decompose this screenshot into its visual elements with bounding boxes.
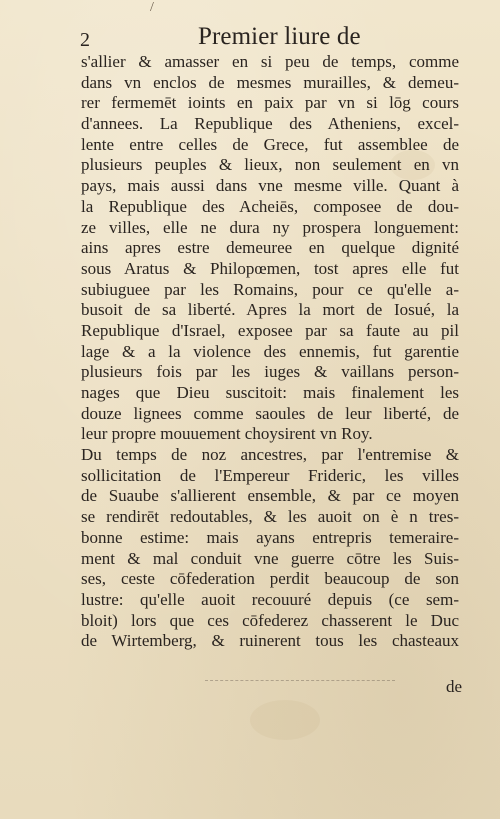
page-header (80, 23, 440, 51)
text-line: bloit) lors que ces cōfederez chasserent le Duc (81, 610, 459, 630)
text-line: lente entre celles de Grece, fut assemblee de (81, 134, 459, 154)
text-line: sollicitation de l'Empereur Frideric, les villes (81, 465, 459, 485)
paper-stain (250, 700, 320, 740)
text-line: ment & mal conduit vne guerre cōtre les Suis- (81, 548, 459, 568)
text-line: s'allier & amasser en si peu de temps, comme (81, 52, 459, 71)
text-line: dans vn enclos de mesmes murailles, & demeu- (81, 72, 459, 92)
text-line: lage & a la violence des ennemis, fut garentie (81, 341, 459, 361)
text-line: ze villes, elle ne dura ny prospera longuement: (81, 217, 459, 237)
text-line: ses, ceste cōfederation perdit beaucoup de son (81, 569, 459, 589)
text-line: busoit de sa liberté. Apres la mort de Iosué, la (81, 300, 459, 320)
text-line: d'annees. La Republique des Atheniens, excel- (81, 114, 459, 134)
text-line: plusieurs peuples & lieux, non seulement en vn (81, 155, 459, 175)
body-text (81, 52, 459, 652)
running-head: Premier liure de (198, 23, 361, 50)
text-line: rer fermemēt ioints en paix par vn si lōg cours (81, 93, 459, 113)
text-line: subiuguee par les Romains, pour ce qu'elle a- (81, 279, 459, 299)
text-line: sous Aratus & Philopœmen, tost apres elle fut (81, 258, 459, 278)
top-mark: / (150, 0, 154, 15)
text-line: plusieurs fois par les iuges & vaillans person- (81, 362, 459, 382)
text-line: se rendirēt redoutables, & les auoit on è n tres- (81, 507, 459, 527)
text-line: Republique d'Israel, exposee par sa faute au pil (81, 320, 459, 340)
text-line: pays, mais aussi dans vne mesme ville. Quant à (81, 176, 459, 196)
text-line: de Wirtemberg, & ruinerent tous les chasteaux (81, 631, 459, 651)
text-line: Du temps de noz ancestres, par l'entremise & (81, 445, 459, 465)
catchword: de (445, 677, 462, 696)
text-line: bonne estime: mais ayans entrepris temeraire- (81, 527, 459, 547)
text-line: leur propre mouuement choysirent vn Roy. (81, 424, 373, 444)
text-line: ains apres estre demeuree en quelque dignité (81, 238, 459, 258)
text-line: douze lignees comme saoules de leur liberté, de (81, 403, 459, 423)
text-line: nages que Dieu suscitoit: mais finalement les (81, 383, 459, 402)
text-line: de Suaube s'allierent ensemble, & par ce moyen (81, 486, 459, 506)
page-number: 2 (80, 29, 90, 51)
text-line: lustre: qu'elle auoit recouuré depuis (ce sem- (81, 589, 459, 609)
text-line: la Republique des Acheiēs, composee de dou- (81, 196, 459, 216)
bottom-rule (205, 680, 395, 681)
